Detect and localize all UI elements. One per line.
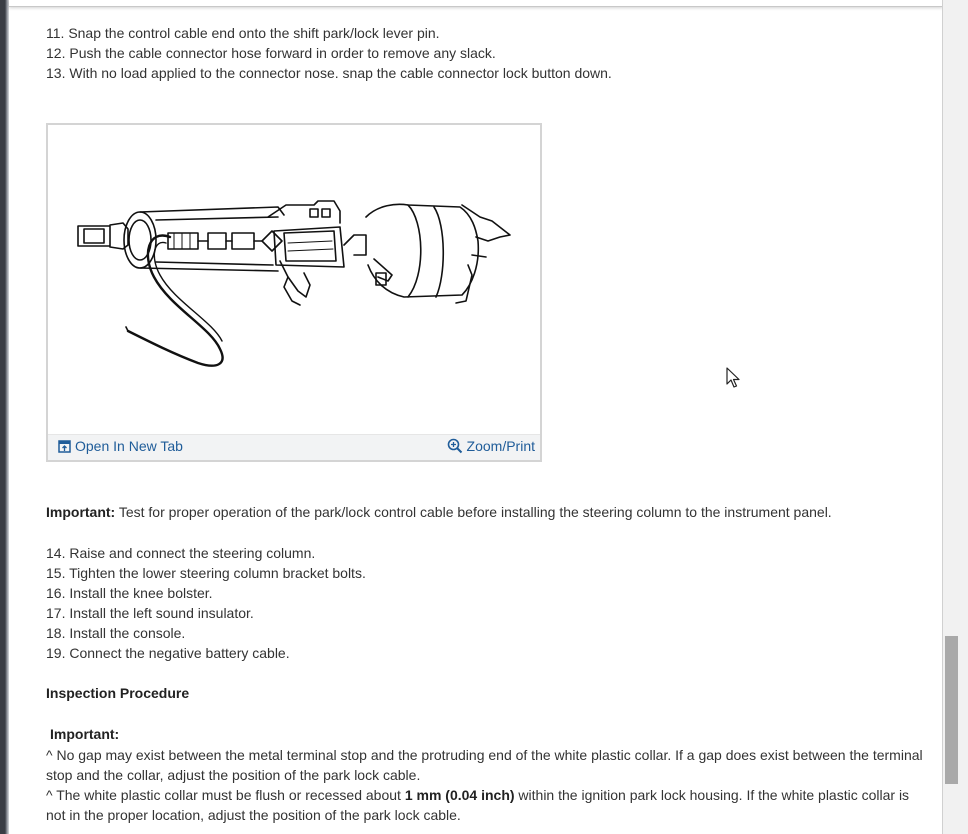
step-19: 19. Connect the negative battery cable.	[46, 645, 290, 661]
magnifier-plus-icon	[447, 438, 463, 454]
bullet-2-text-end: within the ignition park lock housing. If the white plastic collar is not in the proper location, adjust the position of the park lock cable.	[46, 787, 910, 823]
important-label: Important:	[46, 504, 116, 520]
important-text: Test for proper operation of the park/lock control cable before installing the steering column to the instrument panel.	[115, 504, 832, 520]
bullet-2-measurement: 1 mm (0.04 inch)	[404, 787, 515, 803]
window-left-edge	[0, 0, 9, 834]
zoom-print-label: Zoom/Print	[466, 438, 535, 454]
bullet-2-text-start: ^ The white plastic collar must be flush or recessed about	[46, 787, 405, 803]
step-18: 18. Install the console.	[46, 625, 186, 641]
zoom-print-link[interactable]	[447, 438, 535, 454]
open-new-tab-icon	[58, 440, 71, 453]
inspection-heading: Inspection Procedure	[46, 685, 190, 701]
step-14: 14. Raise and connect the steering column.	[46, 545, 316, 561]
scrollbar-thumb[interactable]	[945, 636, 958, 784]
figure-panel	[46, 123, 542, 462]
step-12: 12. Push the cable connector hose forward in order to remove any slack.	[46, 45, 496, 61]
step-16: 16. Install the knee bolster.	[46, 585, 213, 601]
step-11: 11. Snap the control cable end onto the shift park/lock lever pin.	[46, 25, 440, 41]
park-lock-cable-diagram	[48, 125, 540, 435]
inspection-bullet-2	[46, 785, 924, 825]
inspection-bullet-1: ^ No gap may exist between the metal terminal stop and the protruding end of the white plastic collar. If a gap does exist between the terminal stop and the collar, adjust the position of the park lock cable.	[46, 747, 923, 783]
inspection-important-label: Important:	[50, 726, 120, 742]
step-17: 17. Install the left sound insulator.	[46, 605, 254, 621]
open-in-new-tab-link[interactable]	[58, 438, 183, 454]
open-in-new-tab-label: Open In New Tab	[75, 438, 183, 454]
step-13: 13. With no load applied to the connector nose. snap the cable connector lock button down.	[46, 65, 612, 81]
step-15: 15. Tighten the lower steering column bracket bolts.	[46, 565, 366, 581]
top-bar	[9, 0, 943, 7]
figure-action-bar	[48, 434, 540, 460]
mouse-pointer-icon	[726, 367, 740, 389]
important-note	[46, 502, 832, 522]
